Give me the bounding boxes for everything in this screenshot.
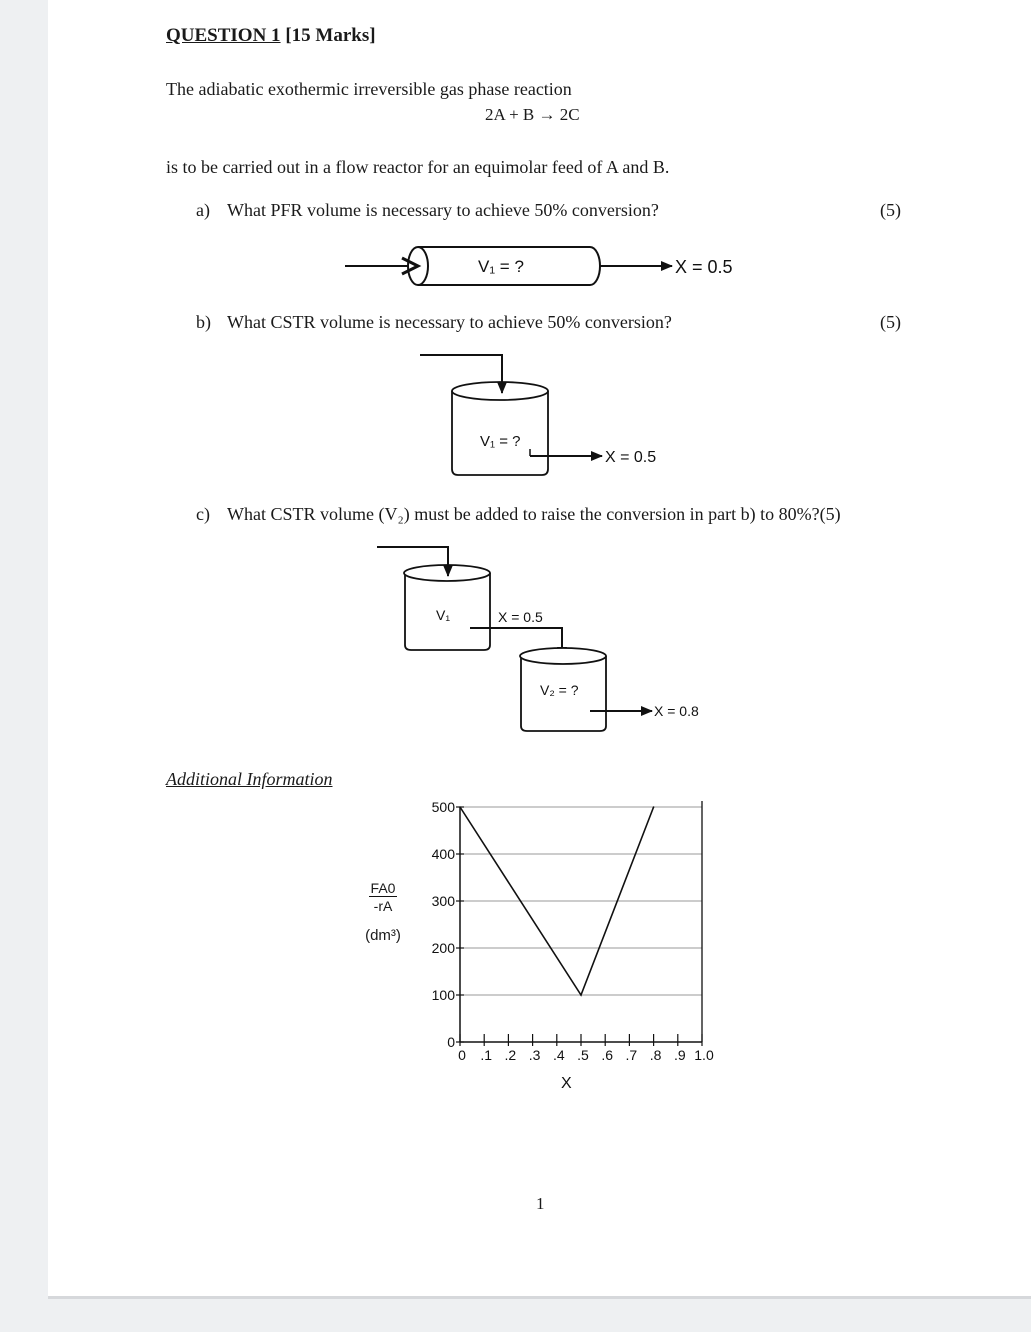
x-tick-label: .1 <box>480 1047 493 1063</box>
question-marks: [15 Marks] <box>285 25 376 46</box>
series-point <box>459 806 461 808</box>
ylabel-units: (dm³) <box>365 927 401 944</box>
intro-text: The adiabatic exothermic irreversible gas phase reaction <box>166 79 572 99</box>
feed-text: is to be carried out in a flow reactor for an equimolar feed of A and B. <box>166 157 670 177</box>
part-a-marks: (5) <box>880 200 901 220</box>
question-title <box>166 25 376 47</box>
page-bottom-edge <box>48 1296 1031 1299</box>
series-point <box>653 806 655 808</box>
part-a-letter: a) <box>196 200 210 220</box>
x-tick-label: 0 <box>458 1047 466 1063</box>
cstr-c-outlet-label: X = 0.8 <box>654 703 699 719</box>
x-tick-label: .8 <box>649 1047 662 1063</box>
pfr-volume-label: V₁ = ? <box>478 257 524 276</box>
part-b-marks: (5) <box>880 312 901 332</box>
y-tick-label: 300 <box>431 893 455 909</box>
cstr-b-diagram <box>410 345 690 485</box>
cstr-c-intermediate-label: X = 0.5 <box>498 609 543 625</box>
part-c-letter: c) <box>196 504 210 524</box>
pfr-outlet-label: X = 0.5 <box>675 257 733 277</box>
cstr-b-outlet-label: X = 0.5 <box>605 449 657 466</box>
y-tick-label: 0 <box>447 1034 455 1050</box>
page-number: 1 <box>536 1194 545 1213</box>
x-tick-label: .6 <box>601 1047 614 1063</box>
ylabel-denominator: -rA <box>373 898 393 914</box>
additional-info-heading: Additional Information <box>166 769 333 789</box>
y-tick-label: 400 <box>431 846 455 862</box>
x-tick-label: .3 <box>528 1047 541 1063</box>
x-tick-label: .9 <box>673 1047 686 1063</box>
chart-tick-labels <box>432 799 714 1063</box>
chart-xlabel: X <box>561 1075 572 1092</box>
chart-ylabel <box>360 880 406 944</box>
chart-axes <box>456 801 702 1046</box>
x-tick-label: 1.0 <box>694 1047 714 1063</box>
ylabel-numerator: FA0 <box>370 880 396 896</box>
chart-grid <box>460 807 702 995</box>
part-a-question: What PFR volume is necessary to achieve 50% conversion? <box>227 200 659 220</box>
x-tick-label: .4 <box>552 1047 565 1063</box>
cstr-series-diagram <box>370 540 730 740</box>
y-tick-label: 100 <box>431 987 455 1003</box>
reaction-equation: 2A + B → 2C <box>485 105 580 124</box>
x-tick-label: .5 <box>577 1047 589 1063</box>
part-b-question: What CSTR volume is necessary to achieve 50% conversion? <box>227 312 672 332</box>
y-tick-label: 500 <box>431 799 455 815</box>
x-tick-label: .2 <box>504 1047 517 1063</box>
part-b-letter: b) <box>196 312 211 332</box>
question-number: QUESTION 1 <box>166 25 281 46</box>
cstr-c-second-volume-label: V₂ = ? <box>540 682 579 698</box>
series-point <box>580 994 582 996</box>
part-c-question: What CSTR volume (V₂) must be added to raise the conversion in part b) to 80%?(5) <box>227 504 841 524</box>
pfr-diagram <box>340 240 760 295</box>
cstr-c-first-volume-label: V₁ <box>436 607 451 623</box>
cstr-b-volume-label: V₁ = ? <box>480 433 521 450</box>
y-tick-label: 200 <box>431 940 455 956</box>
x-tick-label: .7 <box>625 1047 638 1063</box>
levenspiel-chart <box>420 790 740 1100</box>
